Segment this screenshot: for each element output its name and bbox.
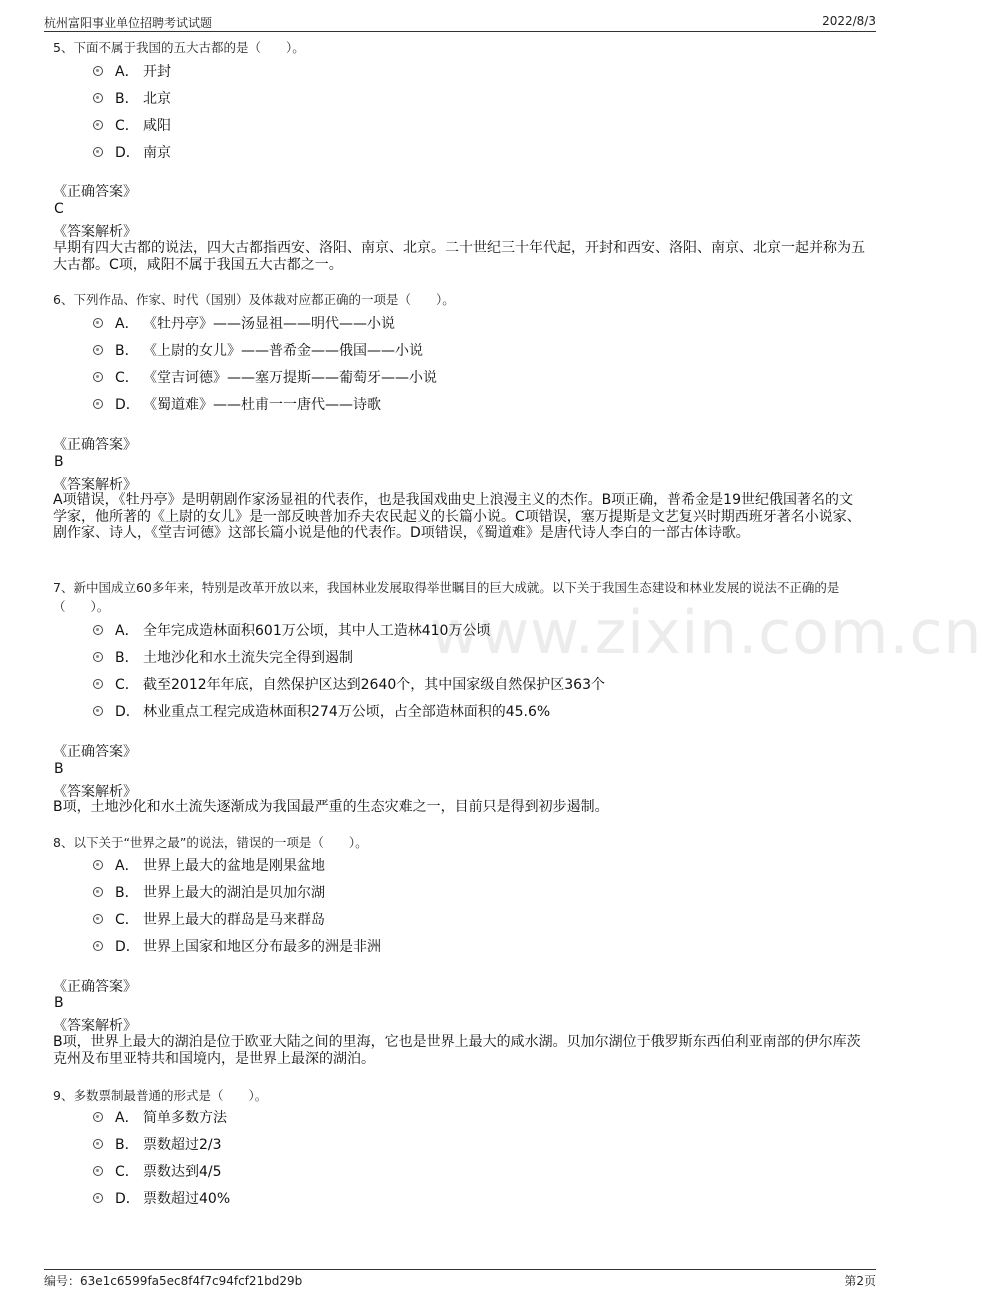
page-header — [44, 12, 876, 32]
radio-icon[interactable] — [93, 860, 103, 870]
footer-code-value: 63e1c6599fa5ec8f4f7c94fcf21bd29b — [80, 1274, 303, 1288]
correct-answer: B — [54, 995, 64, 1011]
question-stem: 6、下列作品、作家、时代（国别）及体裁对应都正确的一项是（ ）。 — [53, 292, 455, 307]
correct-answer: B — [54, 761, 64, 777]
radio-icon[interactable] — [93, 1166, 103, 1176]
radio-icon[interactable] — [93, 66, 103, 76]
correct-answer-label: 《正确答案》 — [53, 437, 137, 453]
footer-code — [44, 1272, 302, 1289]
analysis-label: 《答案解析》 — [53, 1018, 137, 1034]
page-footer — [44, 1272, 876, 1292]
radio-icon[interactable] — [93, 147, 103, 157]
analysis-text: A项错误，《牡丹亭》是明朝剧作家汤显祖的代表作，也是我国戏曲史上浪漫主义的杰作。B项正确，普希金是19世纪俄国著名的文学家，他所著的《上尉的女儿》是一部反映普加乔夫农民起义的长篇小说。C项错误，塞万提斯是文艺复兴时期西班牙著名小说家、剧作家、诗人，《堂吉诃德》这部长篇小说是他的代表作。D项错误，《蜀道难》是唐代诗人李白的一部古体诗歌。 — [53, 492, 861, 541]
footer-code-label: 编号： — [44, 1274, 81, 1288]
analysis-label: 《答案解析》 — [53, 784, 137, 800]
radio-icon[interactable] — [93, 318, 103, 328]
watermark: www.zixin.com.cn — [430, 598, 982, 668]
correct-answer-label: 《正确答案》 — [53, 979, 137, 995]
radio-icon[interactable] — [93, 679, 103, 689]
correct-answer-label: 《正确答案》 — [53, 184, 137, 200]
radio-icon[interactable] — [93, 93, 103, 103]
radio-icon[interactable] — [93, 887, 103, 897]
radio-icon[interactable] — [93, 625, 103, 635]
analysis-label: 《答案解析》 — [53, 224, 137, 240]
radio-icon[interactable] — [93, 652, 103, 662]
correct-answer-label: 《正确答案》 — [53, 744, 137, 760]
radio-icon[interactable] — [93, 706, 103, 716]
radio-icon[interactable] — [93, 941, 103, 951]
question-stem: 9、多数票制最普通的形式是（ ）。 — [53, 1088, 268, 1103]
analysis-text: 早期有四大古都的说法，四大古都指西安、洛阳、南京、北京。二十世纪三十年代起，开封和西安、洛阳、南京、北京一起并称为五大古都。C项，咸阳不属于我国五大古都之一。 — [53, 240, 865, 273]
radio-icon[interactable] — [93, 120, 103, 130]
radio-icon[interactable] — [93, 914, 103, 924]
footer-rule — [44, 1269, 876, 1270]
radio-icon[interactable] — [93, 399, 103, 409]
header-date: 2022/8/3 — [822, 14, 876, 28]
correct-answer: B — [54, 454, 64, 470]
correct-answer: C — [54, 201, 64, 217]
question-stem: 8、以下关于“世界之最”的说法，错误的一项是（ ）。 — [53, 835, 368, 850]
radio-icon[interactable] — [93, 1193, 103, 1203]
radio-icon[interactable] — [93, 345, 103, 355]
question-stem: 5、下面不属于我国的五大古都的是（ ）。 — [53, 40, 305, 55]
radio-icon[interactable] — [93, 1112, 103, 1122]
question-stem: 7、新中国成立60多年来，特别是改革开放以来，我国林业发展取得举世瞩目的巨大成就。以下关于我国生态建设和林业发展的说法不正确的是（ ）。 — [53, 580, 840, 614]
header-rule — [44, 31, 876, 32]
page-number: 第2页 — [844, 1274, 876, 1288]
radio-icon[interactable] — [93, 1139, 103, 1149]
header-title: 杭州富阳事业单位招聘考试试题 — [44, 16, 213, 30]
radio-icon[interactable] — [93, 372, 103, 382]
analysis-text: B项，土地沙化和水土流失逐渐成为我国最严重的生态灾难之一，目前只是得到初步遏制。 — [53, 799, 609, 815]
analysis-label: 《答案解析》 — [53, 477, 137, 493]
analysis-text: B项，世界上最大的湖泊是位于欧亚大陆之间的里海，它也是世界上最大的咸水湖。贝加尔湖位于俄罗斯东西伯利亚南部的伊尔库茨克州及布里亚特共和国境内，是世界上最深的湖泊。 — [53, 1034, 861, 1067]
